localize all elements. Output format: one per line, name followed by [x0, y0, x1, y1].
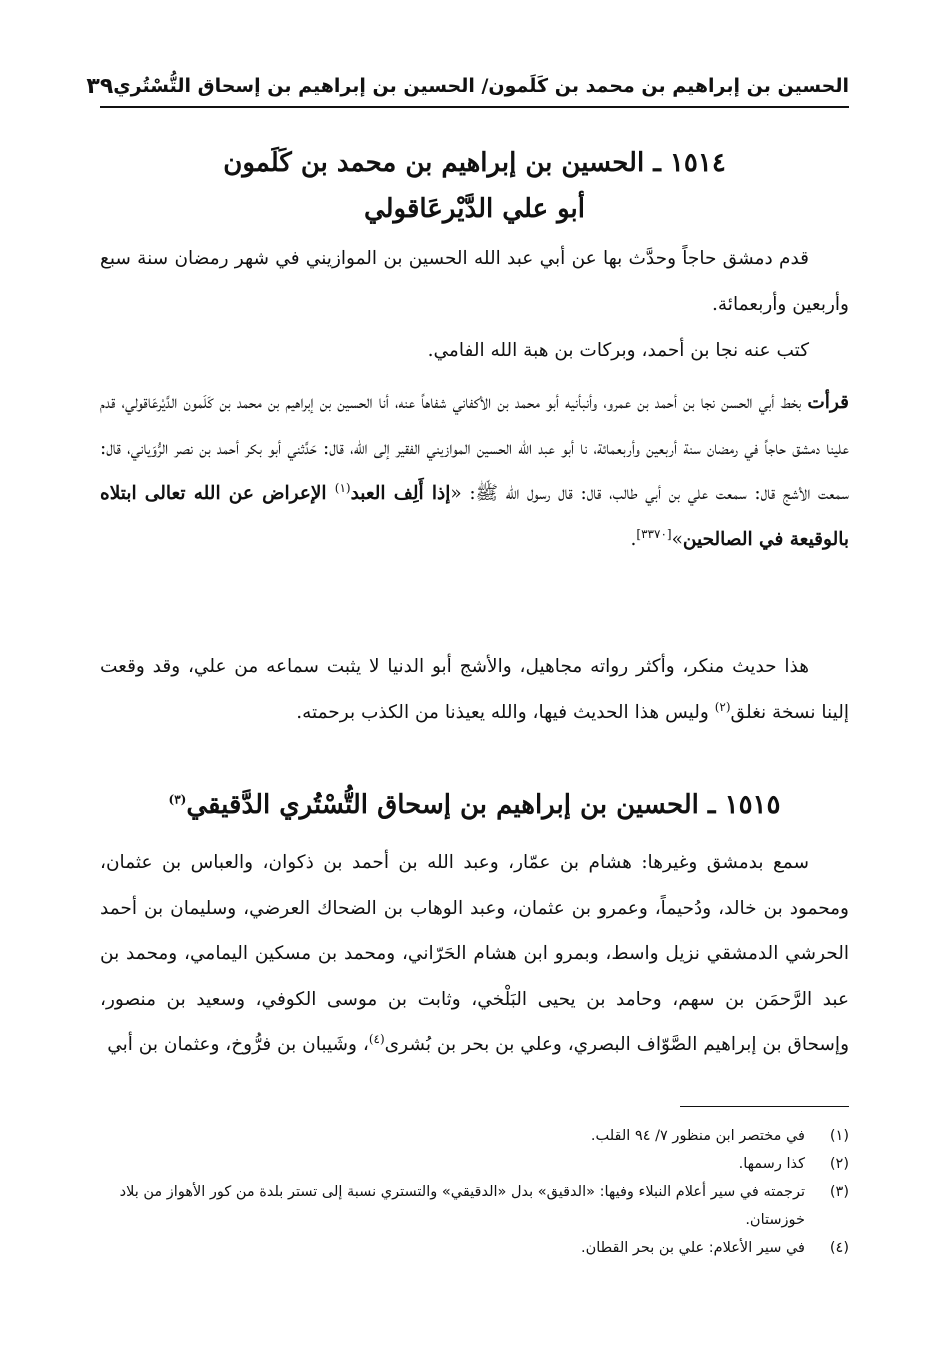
page-header	[86, 66, 849, 108]
footnote-item	[100, 1178, 849, 1234]
paragraph-end-dot: .	[630, 528, 637, 550]
footnotes-list	[100, 1122, 849, 1262]
qaratu-lead-word: قرأت	[807, 392, 849, 413]
entry-1514-paragraph-1: قدم دمشق حاجاً وحدَّث بها عن أبي عبد الله الحسين بن الموازيني في شهر رمضان سنة سبع وأربعين وأربعمائة.	[100, 248, 849, 315]
grading-text: هذا حديث منكر، وأكثر رواته مجاهيل، والأشج أبو الدنيا لا يثبت سماعه من علي، وقد وقعت إلينا نسخة نغلق	[100, 656, 849, 723]
entry-1514-title-line2: أبو علي الدَّيْرعَاقولي	[363, 194, 586, 224]
footnote-text: ترجمته في سير أعلام النبلاء وفيها: «الدقيق» بدل «الدقيقي» والتستري نسبة إلى تستر بلدة من كور الأهواز من بلاد خوزستان.	[119, 1184, 805, 1228]
footnote-item	[100, 1122, 849, 1150]
page-number: ٣٩	[86, 73, 114, 99]
footnote-item	[100, 1150, 849, 1178]
entry-1514-paragraph-2: كتب عنه نجا بن أحمد، وبركات بن هبة الله الفامي.	[427, 340, 809, 361]
footnote-text: كذا رسمها.	[738, 1156, 805, 1172]
entry-1514-paragraph-4	[100, 644, 849, 735]
footnote-ref-4[interactable]: (٤)	[368, 1031, 385, 1046]
footnote-item	[100, 1234, 849, 1262]
footnote-ref-1[interactable]: (١)	[334, 480, 351, 495]
grading-text-cont: وليس هذا الحديث فيها، والله يعيذنا من الكذب برحمته.	[296, 701, 715, 723]
entry-1514-title	[100, 140, 849, 232]
footnote-ref-2[interactable]: (٢)	[714, 699, 731, 714]
footnote-number: (٤)	[829, 1240, 849, 1256]
footnote-number: (١)	[829, 1128, 849, 1144]
entry-1515-title	[100, 782, 849, 828]
entry-1515-title-text: ١٥١٥ ـ الحسين بن إبراهيم بن إسحاق التُّسْتُري الدَّقيقي	[186, 790, 781, 820]
footnote-text: في مختصر ابن منظور ٧/ ٩٤ القلب.	[590, 1128, 805, 1144]
hadith-text-part1: إذا أَلِف العبد	[350, 483, 451, 504]
teachers-list: سمع بدمشق وغيرها: هشام بن عمّار، وعبد الله بن أحمد بن ذكوان، والعباس بن عثمان، ومحمود بن خالد، ودُحيماً، وعمرو بن عثمان، وعبد الوهاب بن الضحاك العرضي، وسليمان بن أحمد الحرشي الدمشقي نزيل واسط، وبمرو ابن هشام الحَرّاني، ومحمد بن مسكين اليمامي، ومحمد بن عبد الرَّحمَن بن سهم، وحامد بن يحيى البَلْخي، وثابت بن موسى الكوفي، وسعيد بن منصور، وإسحاق بن إبراهيم الصَّوّاف البصري، وعلي بن بحر بن بُشرى	[100, 852, 849, 1055]
footnote-ref-3[interactable]: (٣)	[168, 792, 187, 807]
hadith-text-part2: الإعراض عن الله تعالى ابتلاه بالوقيعة في الصالحين	[100, 483, 849, 550]
footnote-separator	[680, 1106, 849, 1107]
running-title: الحسين بن إبراهيم بن محمد بن كَلَمون/ الحسين بن إبراهيم بن إسحاق التُّسْتُري	[113, 75, 849, 97]
isnad-text: بخط أبي الحسن نجا بن أحمد بن عمرو، وأنبأنيه أبو محمد بن الأكفاني شفاهاً عنه، أنا الحسين بن إبراهيم بن محمد بن كَلَمون الدَّيْرعَاقولي، قدم علينا دمشق حاجاً في رمضان سنة أربعين وأربعمائة، نا أبو عبد الله الحسين الموازيني الفقير إلى الله، قال: حَدَّثني أبو بكر أحمد بن نصر الرُّوَياني، قال: سمعت الأشج قال: سمعت علي بن أبي طالب، قال: قال رسول الله ﷺ: «	[100, 392, 849, 504]
hadith-close-quote: »	[671, 528, 683, 550]
entry-1514-title-line1: ١٥١٤ ـ الحسين بن إبراهيم بن محمد بن كَلَمون	[223, 148, 726, 178]
footnote-number: (٣)	[829, 1184, 849, 1200]
footnote-number: (٢)	[829, 1156, 849, 1172]
hadith-number: [٣٣٧٠]	[636, 526, 672, 541]
entry-1515-paragraph-1	[100, 840, 849, 1068]
teachers-list-cont: ، وشَيبان بن فرُّوخ، وعثمان بن أبي	[107, 1034, 369, 1055]
entry-1514-paragraph-3	[100, 380, 849, 562]
footnote-text: في سير الأعلام: علي بن بحر القطان.	[580, 1240, 805, 1256]
